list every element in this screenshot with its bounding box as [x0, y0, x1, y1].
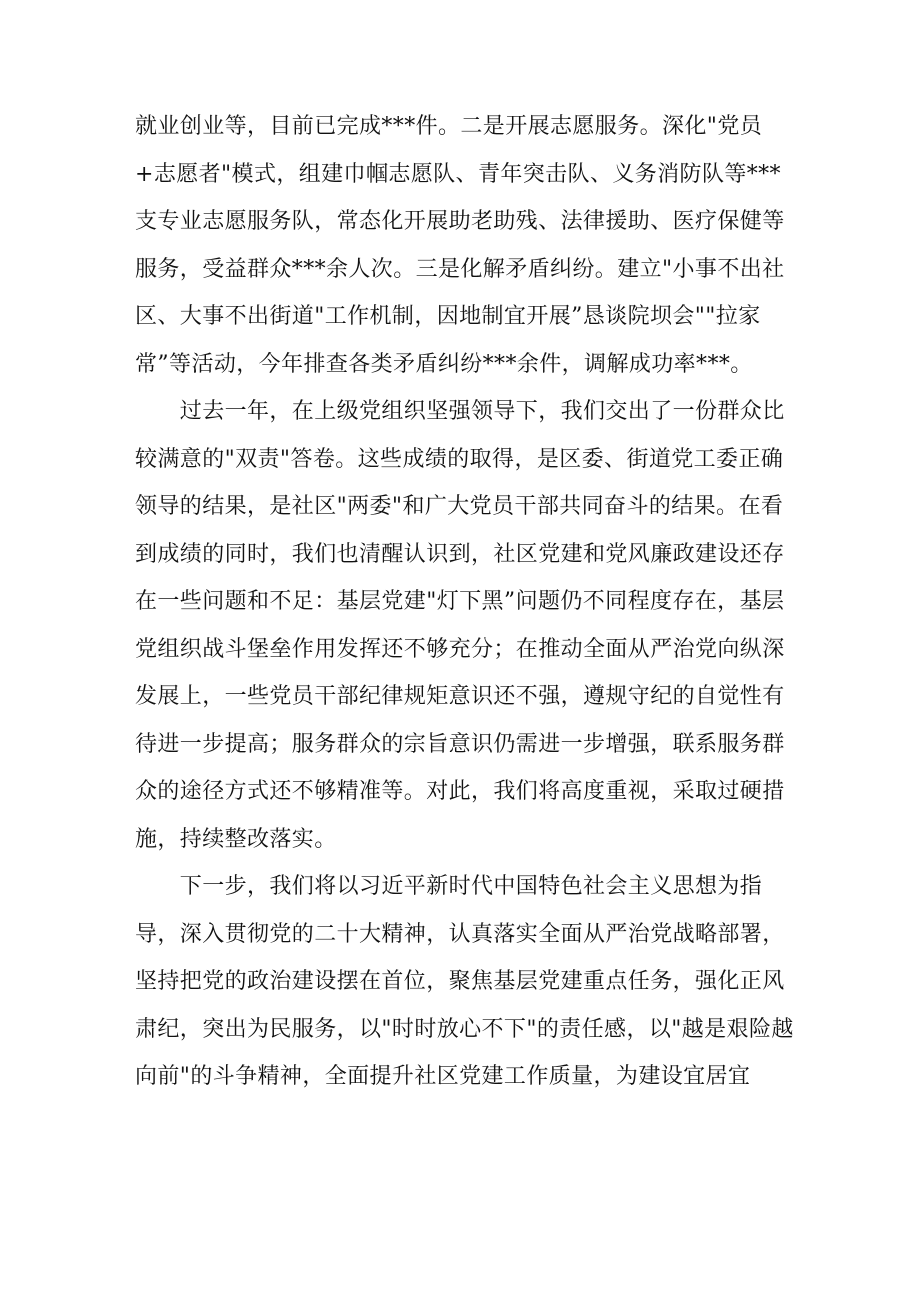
paragraph-annual-review: 过去一年，在上级党组织坚强领导下，我们交出了一份群众比较满意的"双责"答卷。这些成绩的取得，是区委、街道党工委正确领导的结果，是社区"两委"和广大党员干部共同奋斗的结果。在看到成绩的同时，我们也清醒认识到，社区党建和党风廉政建设还存在一些问题和不足：基层党建"灯下黑”问题仍不同程度存在，基层党组织战斗堡垒作用发挥还不够充分；在推动全面从严治党向纵深发展上，一些党员干部纪律规矩意识还不强，遵规守纪的自觉性有待进一步提高；服务群众的宗旨意识仍需进一步增强，联系服务群众的途径方式还不够精准等。对此，我们将高度重视，采取过硬措施，持续整改落实。	[135, 399, 785, 852]
document-body	[135, 103, 795, 1101]
paragraph-service-summary: 就业创业等，目前已完成***件。二是开展志愿服务。深化"党员+志愿者"模式，组建巾帼志愿队、青年突击队、义务消防队等***支专业志愿服务队，常态化开展助老助残、法律援助、医疗保健等服务，受益群众***余人次。三是化解矛盾纠纷。建立"小事不出社区、大事不出街道"工作机制，因地制宜开展”恳谈院坝会""拉家常”等活动，今年排查各类矛盾纠纷***余件，调解成功率***。	[135, 114, 785, 377]
paragraph-next-steps: 下一步，我们将以习近平新时代中国特色社会主义思想为指导，深入贯彻党的二十大精神，认真落实全面从严治党战略部署，坚持把党的政治建设摆在首位，聚焦基层党建重点任务，强化正风肃纪，突出为民服务，以"时时放心不下"的责任感，以"越是艰险越向前"的斗争精神，全面提升社区党建工作质量，为建设宜居宜	[135, 874, 794, 1089]
